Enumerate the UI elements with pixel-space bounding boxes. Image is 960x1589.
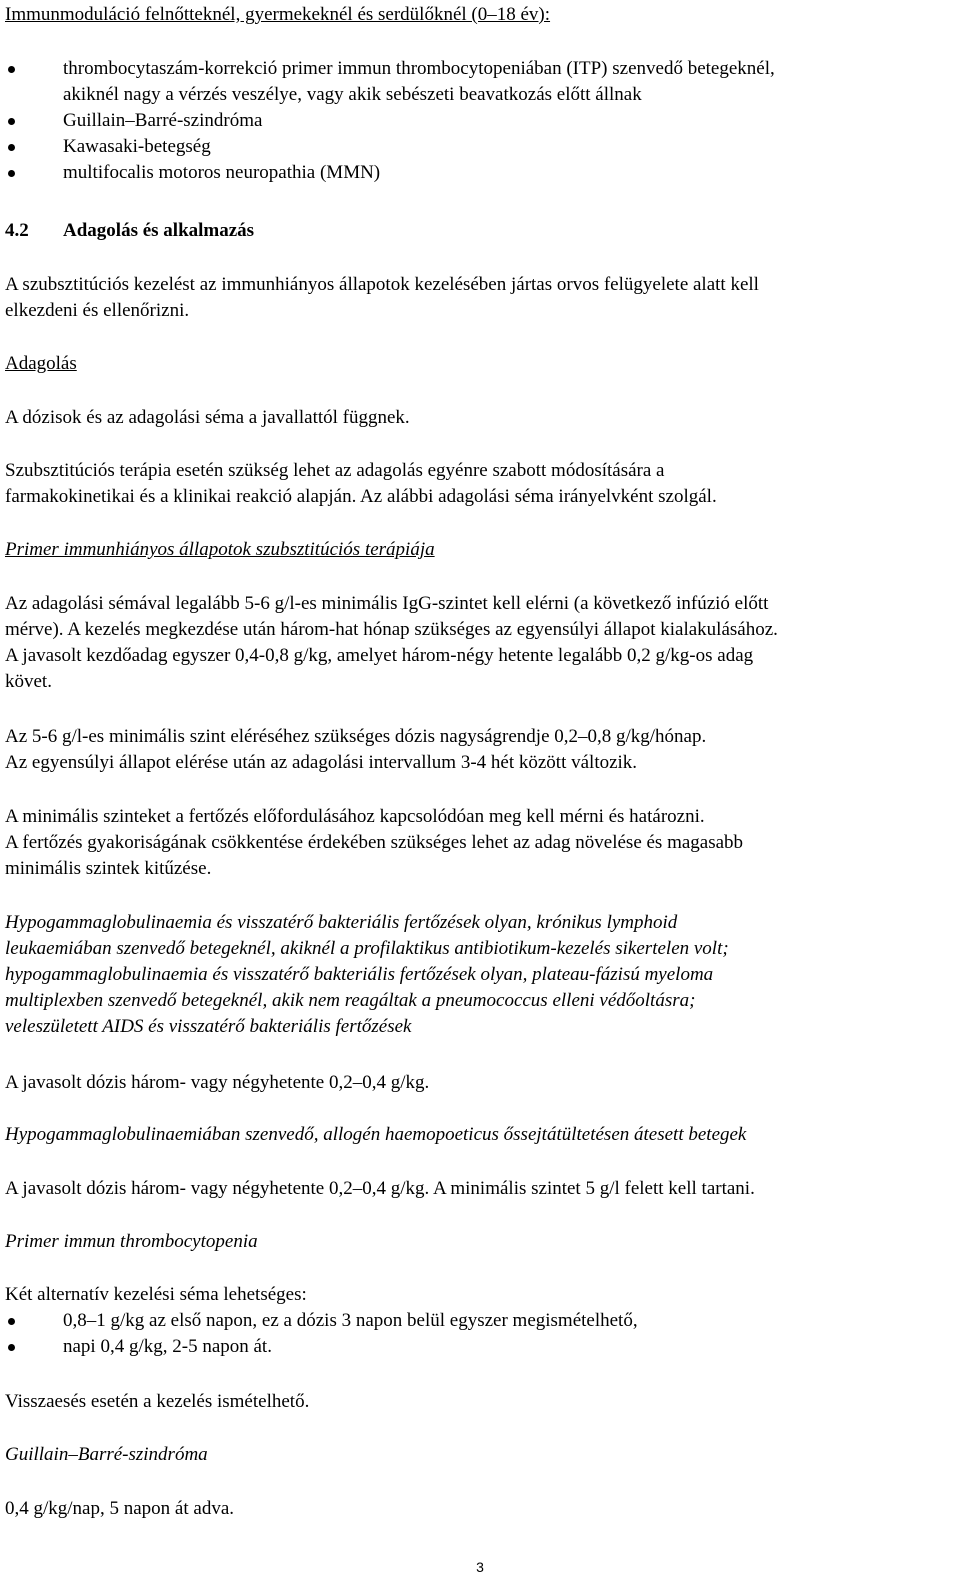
itp-heading: Primer immun thrombocytopenia [5,1231,258,1252]
bullet-icon [8,144,15,151]
text-line: minimális szintek kitűzése. [5,858,212,879]
hypogammaglobulinaemia-heading [5,910,729,1040]
text-line: Az 5-6 g/l-es minimális szint eléréséhez szükséges dózis nagyságrendje 0,2–0,8 g/kg/hónap. [5,726,707,747]
text-line: leukaemiában szenvedő betegeknél, akiknél a profilaktikus antibiotikum-kezelés sikertelen volt; [5,938,729,959]
intro-heading: Immunmoduláció felnőtteknél, gyermekeknél és serdülőknél (0–18 év): [5,4,551,25]
text-line: Az egyensúlyi állapot elérése után az adagolási intervallum 3-4 hét között változik. [5,752,638,773]
text-line: A fertőzés gyakoriságának csökkentése érdekében szükséges lehet az adag növelése és magasabb [5,832,744,853]
list-item-text: napi 0,4 g/kg, 2-5 napon át. [63,1336,272,1357]
primary-paragraph-1 [5,591,778,695]
dosage-heading: Adagolás [5,353,77,374]
primary-paragraph-2 [5,724,706,776]
text-line: farmakokinetikai és a klinikai reakció alapján. Az alábbi adagolási séma irányelvként szolgál. [5,486,717,507]
transplant-heading: Hypogammaglobulinaemiában szenvedő, allogén haemopoeticus őssejtátültetésen átesett betegek [5,1124,747,1145]
text-line: A szubsztitúciós kezelést az immunhiányos állapotok kezelésében jártas orvos felügyelete alatt kell [5,274,759,295]
text-line: Az adagolási sémával legalább 5-6 g/l-es minimális IgG-szintet kell elérni (a következő infúzió előtt [5,593,769,614]
section-number: 4.2 [5,220,29,241]
gbs-heading: Guillain–Barré-szindróma [5,1444,208,1465]
itp-regimen-list [5,1308,945,1360]
dose-paragraph-1: A dózisok és az adagolási séma a javallattól függnek. [5,407,410,428]
primary-immunodeficiency-heading: Primer immunhiányos állapotok szubsztitúciós terápiája [5,539,435,560]
text-line: A javasolt kezdőadag egyszer 0,4-0,8 g/kg, amelyet három-négy hetente legalább 0,2 g/kg-os adag [5,645,754,666]
primary-paragraph-3 [5,804,743,882]
hypogammaglobulinaemia-paragraph: A javasolt dózis három- vagy négyhetente 0,2–0,4 g/kg. [5,1072,430,1093]
list-item [5,134,945,160]
list-item-text-line: thrombocytaszám-korrekció primer immun thrombocytopeniában (ITP) szenvedő betegeknél, [63,58,775,79]
list-item [5,1308,945,1334]
text-line: A minimális szinteket a fertőzés előfordulásához kapcsolódóan meg kell mérni és határozni. [5,806,705,827]
list-item [5,160,945,186]
page-number: 3 [476,1559,484,1575]
text-line: követ. [5,671,52,692]
text-line: multiplexben szenvedő betegeknél, akik nem reagáltak a pneumococcus elleni védőoltásra; [5,990,696,1011]
text-line: Szubsztitúciós terápia esetén szükség lehet az adagolás egyénre szabott módosítására a [5,460,665,481]
itp-intro: Két alternatív kezelési séma lehetséges: [5,1284,307,1305]
text-line: mérve). A kezelés megkezdése után három-hat hónap szükséges az egyensúlyi állapot kialakulásához. [5,619,778,640]
intro-paragraph [5,272,759,324]
bullet-icon [8,170,15,177]
list-item-text-line: akiknél nagy a vérzés veszélye, vagy akik sebészeti beavatkozás előtt állnak [63,84,642,105]
dose-paragraph-2 [5,458,717,510]
text-line: veleszületett AIDS és visszatérő bakteriális fertőzések [5,1016,412,1037]
bullet-icon [8,1318,15,1325]
indication-list [5,56,945,186]
list-item [5,1334,945,1360]
text-line: elkezdeni és ellenőrizni. [5,300,190,321]
section-heading [5,218,254,244]
gbs-paragraph: 0,4 g/kg/nap, 5 napon át adva. [5,1498,235,1519]
bullet-icon [8,66,15,73]
section-title: Adagolás és alkalmazás [63,220,255,241]
bullet-icon [8,118,15,125]
text-line: hypogammaglobulinaemia és visszatérő bakteriális fertőzések olyan, plateau-fázisú myeloma [5,964,714,985]
list-item [5,56,945,108]
list-item-text: 0,8–1 g/kg az első napon, ez a dózis 3 napon belül egyszer megismételhető, [63,1310,638,1331]
text-line: Hypogammaglobulinaemia és visszatérő bakteriális fertőzések olyan, krónikus lymphoid [5,912,678,933]
transplant-paragraph: A javasolt dózis három- vagy négyhetente 0,2–0,4 g/kg. A minimális szintet 5 g/l felett kell tartani. [5,1178,755,1199]
list-item-text: Guillain–Barré-szindróma [63,110,263,131]
list-item-text: multifocalis motoros neuropathia (MMN) [63,162,381,183]
itp-repeat-note: Visszaesés esetén a kezelés ismételhető. [5,1391,310,1412]
list-item-text: Kawasaki-betegség [63,136,211,157]
list-item [5,108,945,134]
bullet-icon [8,1344,15,1351]
